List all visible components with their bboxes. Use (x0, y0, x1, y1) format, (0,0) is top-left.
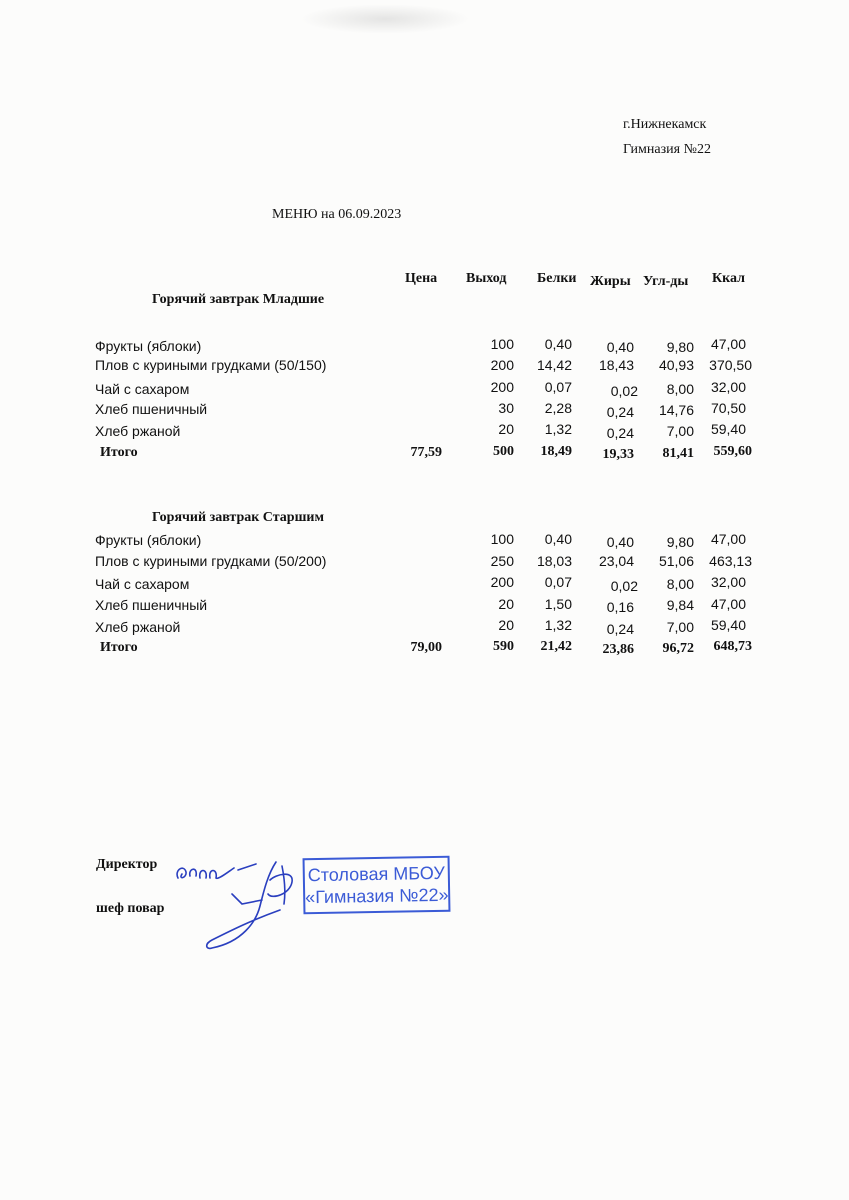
scan-artifact (300, 4, 470, 34)
row-output: 200 (490, 357, 514, 373)
row-carbs: 9,80 (666, 534, 694, 550)
row-kcal: 47,00 (710, 336, 746, 352)
row-protein: 1,32 (544, 617, 572, 633)
row-kcal: 370,50 (709, 357, 752, 373)
row-output: 250 (490, 553, 514, 569)
col-kcal: Ккал (712, 271, 745, 286)
col-carbs: Угл-ды (643, 274, 689, 289)
row-name: Фрукты (яблоки) (95, 338, 202, 354)
row-kcal: 47,00 (710, 596, 746, 612)
total-kcal: 648,73 (713, 639, 752, 654)
row-protein: 1,50 (544, 596, 572, 612)
chef-label: шеф повар (96, 901, 165, 916)
section-title: Горячий завтрак Старшим (152, 510, 324, 525)
row-protein: 0,40 (544, 531, 572, 547)
row-kcal: 70,50 (710, 400, 746, 416)
row-protein: 0,07 (544, 574, 572, 590)
total-output: 500 (493, 444, 514, 459)
row-output: 20 (498, 596, 514, 612)
row-carbs: 40,93 (658, 357, 694, 373)
total-label: Итого (100, 640, 138, 655)
header-school: Гимназия №22 (623, 142, 711, 157)
stamp (303, 856, 451, 915)
row-output: 20 (498, 617, 514, 633)
row-output: 100 (490, 336, 514, 352)
row-name: Фрукты (яблоки) (95, 532, 202, 548)
row-protein: 18,03 (536, 553, 572, 569)
row-fat: 0,40 (606, 534, 634, 550)
col-output: Выход (466, 271, 507, 286)
signature (172, 850, 312, 955)
total-price: 77,59 (410, 445, 442, 460)
row-protein: 1,32 (544, 421, 572, 437)
row-carbs: 8,00 (666, 381, 694, 397)
row-output: 200 (490, 574, 514, 590)
row-name: Хлеб ржаной (95, 619, 181, 635)
total-price: 79,00 (410, 640, 442, 655)
row-carbs: 7,00 (666, 619, 694, 635)
total-protein: 21,42 (540, 639, 572, 654)
total-kcal: 559,60 (713, 444, 752, 459)
row-fat: 18,43 (598, 357, 634, 373)
row-kcal: 47,00 (710, 531, 746, 547)
col-price: Цена (405, 271, 438, 286)
total-label: Итого (100, 445, 138, 460)
row-carbs: 8,00 (666, 576, 694, 592)
total-carbs: 96,72 (662, 641, 694, 656)
row-name: Хлеб пшеничный (95, 401, 208, 417)
stamp-line1: Столовая МБОУ (307, 862, 446, 886)
section-title: Горячий завтрак Младшие (152, 292, 325, 307)
row-carbs: 9,80 (666, 339, 694, 355)
total-fat: 19,33 (602, 447, 634, 462)
row-fat: 0,02 (610, 383, 638, 399)
row-kcal: 463,13 (709, 553, 752, 569)
row-fat: 0,24 (606, 425, 634, 441)
row-name: Плов с куриными грудками (50/150) (95, 357, 327, 373)
row-fat: 0,24 (606, 404, 634, 420)
menu-title: МЕНЮ на 06.09.2023 (272, 207, 402, 222)
row-carbs: 14,76 (658, 402, 694, 418)
total-protein: 18,49 (540, 444, 572, 459)
row-carbs: 51,06 (658, 553, 694, 569)
row-protein: 0,07 (544, 379, 572, 395)
row-output: 20 (498, 421, 514, 437)
stamp-line2: «Гимназия №22» (305, 884, 449, 908)
total-carbs: 81,41 (662, 446, 694, 461)
row-fat: 0,24 (606, 621, 634, 637)
row-carbs: 9,84 (666, 597, 694, 613)
row-name: Чай с сахаром (95, 381, 190, 397)
row-name: Хлеб пшеничный (95, 597, 208, 613)
row-kcal: 32,00 (710, 574, 746, 590)
row-fat: 23,04 (598, 553, 634, 569)
col-fat: Жиры (590, 274, 631, 289)
row-name: Хлеб ржаной (95, 423, 181, 439)
total-output: 590 (493, 639, 514, 654)
header-city: г.Нижнекамск (623, 117, 707, 132)
row-protein: 14,42 (536, 357, 572, 373)
row-output: 100 (490, 531, 514, 547)
row-protein: 2,28 (544, 400, 572, 416)
total-fat: 23,86 (602, 642, 634, 657)
row-carbs: 7,00 (666, 423, 694, 439)
row-name: Плов с куриными грудками (50/200) (95, 553, 327, 569)
row-protein: 0,40 (544, 336, 572, 352)
row-fat: 0,02 (610, 578, 638, 594)
director-label: Директор (96, 857, 158, 872)
row-kcal: 59,40 (710, 421, 746, 437)
row-name: Чай с сахаром (95, 576, 190, 592)
row-output: 200 (490, 379, 514, 395)
row-kcal: 59,40 (710, 617, 746, 633)
row-output: 30 (498, 400, 514, 416)
row-fat: 0,16 (606, 599, 634, 615)
row-kcal: 32,00 (710, 379, 746, 395)
col-protein: Белки (537, 271, 577, 286)
row-fat: 0,40 (606, 339, 634, 355)
